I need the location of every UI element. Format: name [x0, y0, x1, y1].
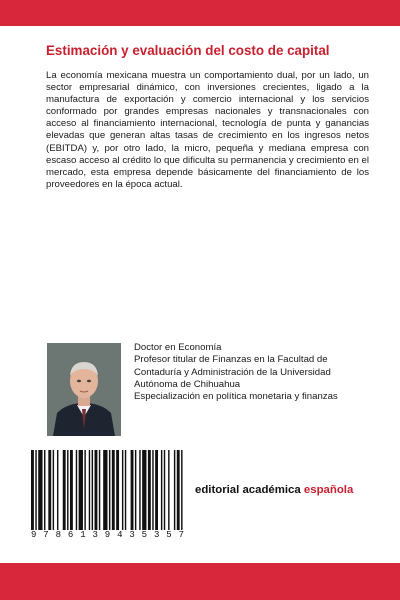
isbn-digit: 3 — [92, 530, 98, 540]
barcode-bar — [53, 450, 54, 530]
author-bio — [134, 342, 374, 403]
barcode-bar — [148, 450, 151, 530]
barcode-bar — [168, 450, 169, 530]
isbn-number — [31, 530, 184, 544]
publisher-name-main: editorial académica — [195, 484, 301, 496]
top-color-band — [0, 0, 400, 26]
book-description: La economía mexicana muestra un comportamiento dual, por un lado, un sector empresarial dinámico, con inversiones crecientes, ligado a la manufactura de exportación y comercio internacional y los servicios conformado por grandes empresas nacionales y transnacionales con acceso al financiamiento internacional, tecnología de punta y ganancias elevadas que generan altas tasas de crecimiento en los ingresos netos (EBITDA) y, por otro lado, la micro, pequeña y mediana empresa con escaso acceso al crédito lo que dificulta su permanencia y crecimiento en el mercado, esta empresa depende básicamente del financiamiento de los proveedores en la época actual. — [46, 70, 369, 190]
barcode-bar — [76, 450, 77, 530]
barcode-bar — [116, 450, 119, 530]
barcode-bar — [125, 450, 126, 530]
barcode-bar — [135, 450, 136, 530]
barcode-bars — [31, 450, 184, 530]
author-photo — [47, 343, 121, 436]
isbn-digit: 5 — [166, 530, 172, 540]
barcode-bar — [99, 450, 100, 530]
barcode-bar — [57, 450, 58, 530]
isbn-digit: 7 — [178, 530, 184, 540]
bottom-color-band — [0, 563, 400, 600]
barcode-bar — [142, 450, 146, 530]
author-bio-line: Doctor en Economía — [134, 342, 222, 353]
barcode-bar — [109, 450, 110, 530]
isbn-digit: 4 — [117, 530, 123, 540]
book-title: Estimación y evaluación del costo de capital — [46, 43, 330, 58]
isbn-digit: 6 — [67, 530, 74, 540]
barcode-bar — [161, 450, 162, 530]
barcode-bar — [131, 450, 134, 530]
barcode-bar — [84, 450, 85, 530]
author-portrait-image — [47, 343, 121, 436]
barcode-bar — [70, 450, 73, 530]
isbn-digit: 8 — [55, 530, 61, 540]
barcode-bar — [181, 450, 182, 530]
barcode-bar — [112, 450, 115, 530]
isbn-barcode — [31, 450, 184, 547]
isbn-digit: 9 — [104, 530, 111, 540]
author-bio-line: Autónoma de Chihuahua — [134, 378, 241, 390]
author-bio-line: Contaduría y Administración de la Universidad — [134, 366, 331, 378]
barcode-bar — [103, 450, 107, 530]
barcode-bar — [155, 450, 158, 530]
publisher-name-accent: española — [303, 484, 354, 496]
barcode-bar — [152, 450, 153, 530]
isbn-digit: 3 — [153, 530, 160, 540]
barcode-bar — [164, 450, 165, 530]
isbn-digit: 3 — [129, 530, 135, 540]
author-bio-line: Especialización en política monetaria y finanzas — [134, 391, 338, 403]
barcode-bar — [35, 450, 36, 530]
barcode-bar — [95, 450, 98, 530]
barcode-bar — [31, 450, 34, 530]
barcode-bar — [79, 450, 83, 530]
barcode-bar — [63, 450, 66, 530]
publisher-name — [195, 484, 353, 496]
barcode-bar — [89, 450, 90, 530]
barcode-bar — [177, 450, 180, 530]
barcode-bar — [38, 450, 42, 530]
isbn-digit: 5 — [141, 530, 148, 540]
isbn-digit: 7 — [43, 530, 49, 540]
barcode-bar — [67, 450, 68, 530]
barcode-bar — [139, 450, 140, 530]
barcode-bar — [44, 450, 45, 530]
barcode-bar — [122, 450, 123, 530]
barcode-bar — [48, 450, 51, 530]
barcode-bar — [174, 450, 175, 530]
barcode-bar — [92, 450, 93, 530]
author-bio-line: Profesor titular de Finanzas en la Facultad de — [134, 354, 328, 366]
isbn-digit: 1 — [80, 530, 86, 540]
isbn-digit: 9 — [31, 530, 37, 540]
